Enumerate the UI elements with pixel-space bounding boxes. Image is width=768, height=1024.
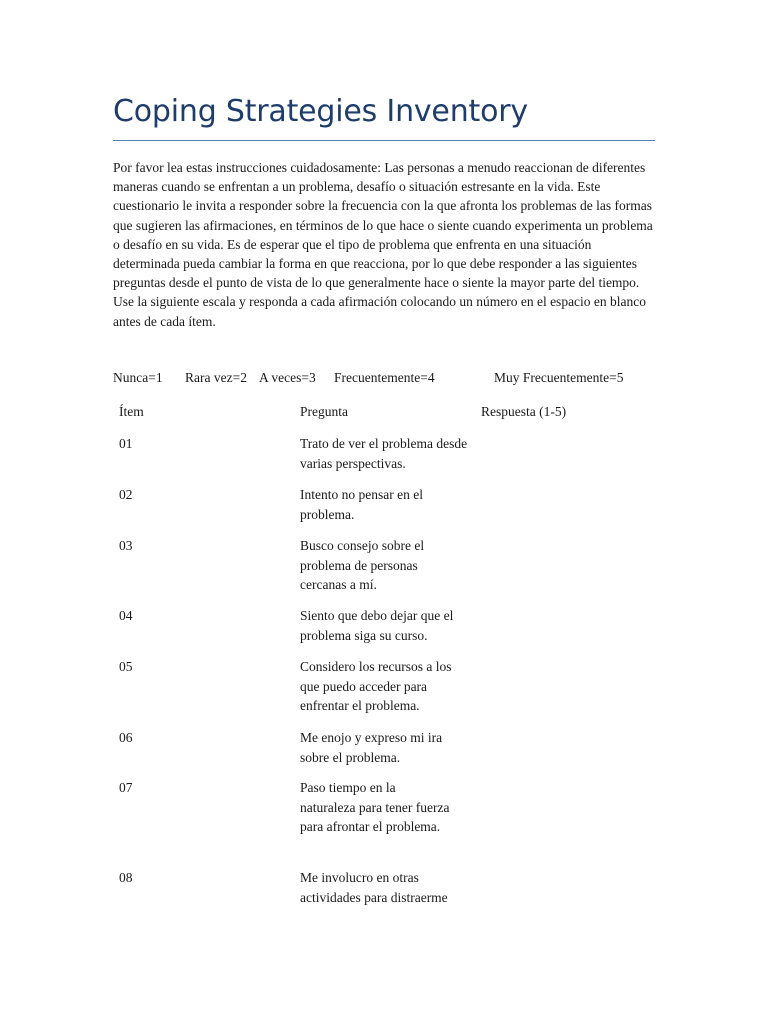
row-question: Me involucro en otras actividades para distraerme <box>300 870 448 905</box>
title-underline <box>113 140 655 141</box>
row-question: Siento que debo dejar que el problema siga su curso. <box>300 608 454 643</box>
row-item-number: 06 <box>119 730 133 745</box>
instructions-paragraph: Use la siguiente escala y responda a cada afirmación colocando un número en el espacio en blanco antes de cada ítem. <box>113 294 647 329</box>
column-header-answer: Respuesta (1-5) <box>481 404 567 419</box>
scale-item: Muy Frecuentemente=5 <box>494 370 624 385</box>
row-question: Intento no pensar en el problema. <box>300 487 423 522</box>
row-question: Paso tiempo en la naturaleza para tener fuerza para afrontar el problema. <box>300 780 450 834</box>
document-title: Coping Strategies Inventory <box>113 94 528 129</box>
row-item-number: 05 <box>119 659 133 674</box>
row-item-number: 03 <box>119 538 133 553</box>
row-question: Trato de ver el problema desde varias perspectivas. <box>300 436 468 471</box>
row-item-number: 08 <box>119 870 133 885</box>
scale-item: Nunca=1 <box>113 370 163 385</box>
row-question: Busco consejo sobre el problema de personas cercanas a mí. <box>300 538 425 592</box>
scale-item: A veces=3 <box>259 370 316 385</box>
instructions <box>113 158 658 331</box>
row-item-number: 07 <box>119 780 133 795</box>
row-question: Considero los recursos a los que puedo acceder para enfrentar el problema. <box>300 659 452 713</box>
column-header-question: Pregunta <box>300 404 348 419</box>
scale-item: Frecuentemente=4 <box>334 370 435 385</box>
column-header-item: Ítem <box>119 404 144 419</box>
instructions-paragraph: Por favor lea estas instrucciones cuidadosamente: Las personas a menudo reaccionan de diferentes maneras cuando se enfrentan a un problema, desafío o situación estresante en la vida. Este cuestionario le invita a responder sobre la frecuencia con la que afronta los problemas de las formas que sugieren las afirmaciones, en términos de lo que hace o siente cuando experimenta un problema o desafío en su vida. Es de esperar que el tipo de problema que enfrenta en una situación determinada pueda cambiar la forma en que reacciona, por lo que debe responder a las siguientes preguntas desde el punto de vista de lo que generalmente hace o siente la mayor parte del tiempo. <box>113 160 653 291</box>
row-item-number: 01 <box>119 436 133 451</box>
scale-item: Rara vez=2 <box>185 370 247 385</box>
row-item-number: 02 <box>119 487 133 502</box>
row-question: Me enojo y expreso mi ira sobre el problema. <box>300 730 443 765</box>
row-item-number: 04 <box>119 608 133 623</box>
